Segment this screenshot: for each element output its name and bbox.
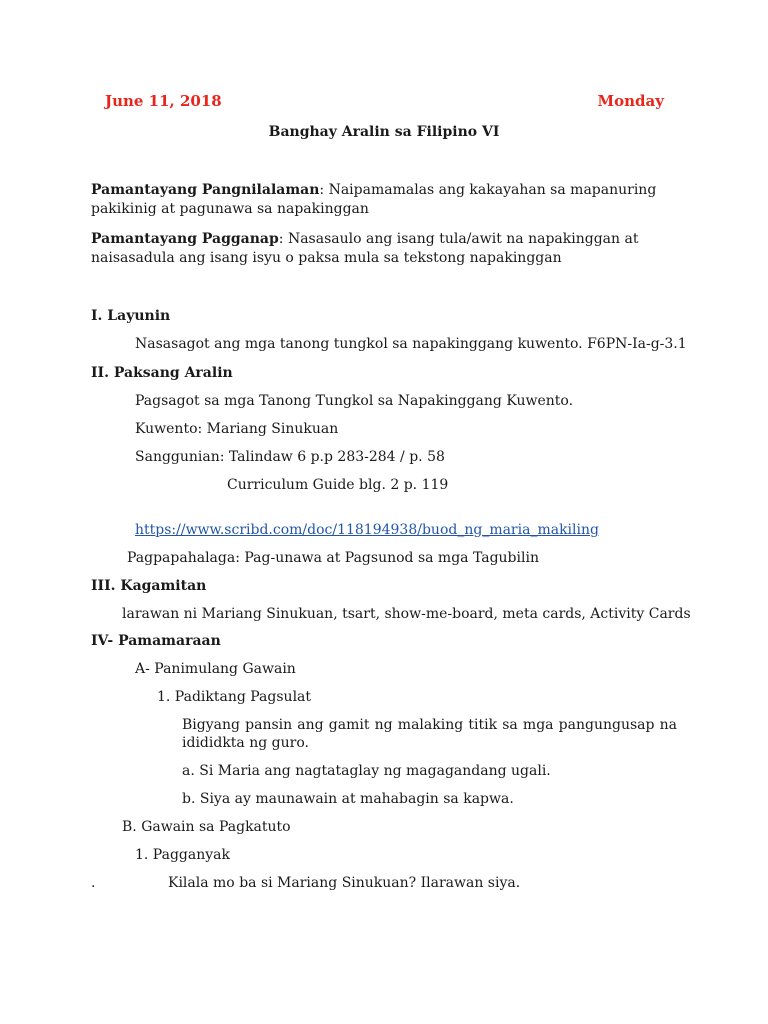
content-standard-line2: pakikinig at pagunawa sa napakinggan <box>91 201 369 217</box>
learning-activity-heading: B. Gawain sa Pagkatuto <box>122 819 291 835</box>
dictation-heading: 1. Padiktang Pagsulat <box>157 689 312 705</box>
values-text: Pagpapahalaga: Pag-unawa at Pagsunod sa mga Tagubilin <box>127 550 539 566</box>
stray-bullet: . <box>91 875 96 891</box>
topic-text: Pagsagot sa mga Tanong Tungkol sa Napakinggang Kuwento. <box>135 393 574 409</box>
performance-standard-label: Pamantayang Pagganap <box>91 231 279 247</box>
motivation-question: Kilala mo ba si Mariang Sinukuan? Ilarawan siya. <box>168 875 521 891</box>
motivation-heading: 1. Pagganyak <box>135 847 230 863</box>
section-heading-layunin: I. Layunin <box>91 308 171 324</box>
curriculum-guide-text: Curriculum Guide blg. 2 p. 119 <box>227 477 449 493</box>
section-heading-paksang-aralin: II. Paksang Aralin <box>91 365 233 381</box>
content-standard-text: : Naipamamalas ang kakayahan sa mapanuring <box>319 182 657 198</box>
day-label: Monday <box>597 92 664 110</box>
section-heading-pamamaraan: IV- Pamamaraan <box>91 633 221 649</box>
content-standard-line1 <box>91 181 656 199</box>
content-standard-label: Pamantayang Pangnilalaman <box>91 182 320 198</box>
materials-text: larawan ni Mariang Sinukuan, tsart, show-me-board, meta cards, Activity Cards <box>122 606 691 622</box>
performance-standard-line1 <box>91 230 638 248</box>
dictation-sentence-a: a. Si Maria ang nagtataglay ng magagandang ugali. <box>182 763 551 779</box>
performance-standard-text: : Nasasaulo ang isang tula/awit na napakinggan at <box>278 231 639 247</box>
section-heading-kagamitan: III. Kagamitan <box>91 578 207 594</box>
scribd-link[interactable]: https://www.scribd.com/doc/118194938/buod_ng_maria_makiling <box>135 522 599 538</box>
story-text: Kuwento: Mariang Sinukuan <box>135 421 339 437</box>
reference-text: Sanggunian: Talindaw 6 p.p 283-284 / p. 58 <box>135 449 445 465</box>
date-label: June 11, 2018 <box>105 92 222 110</box>
page-title: Banghay Aralin sa Filipino VI <box>268 124 500 140</box>
dictation-instruction: Bigyang pansin ang gamit ng malaking titik sa mga pangungusap na idididkta ng guro. <box>182 717 677 751</box>
dictation-sentence-b: b. Siya ay maunawain at mahabagin sa kapwa. <box>182 791 514 807</box>
preliminary-activity-heading: A- Panimulang Gawain <box>135 661 296 677</box>
performance-standard-line2: naisasadula ang isang isyu o paksa mula sa tekstong napakinggan <box>91 250 562 266</box>
objective-text: Nasasagot ang mga tanong tungkol sa napakinggang kuwento. F6PN-Ia-g-3.1 <box>135 336 687 352</box>
